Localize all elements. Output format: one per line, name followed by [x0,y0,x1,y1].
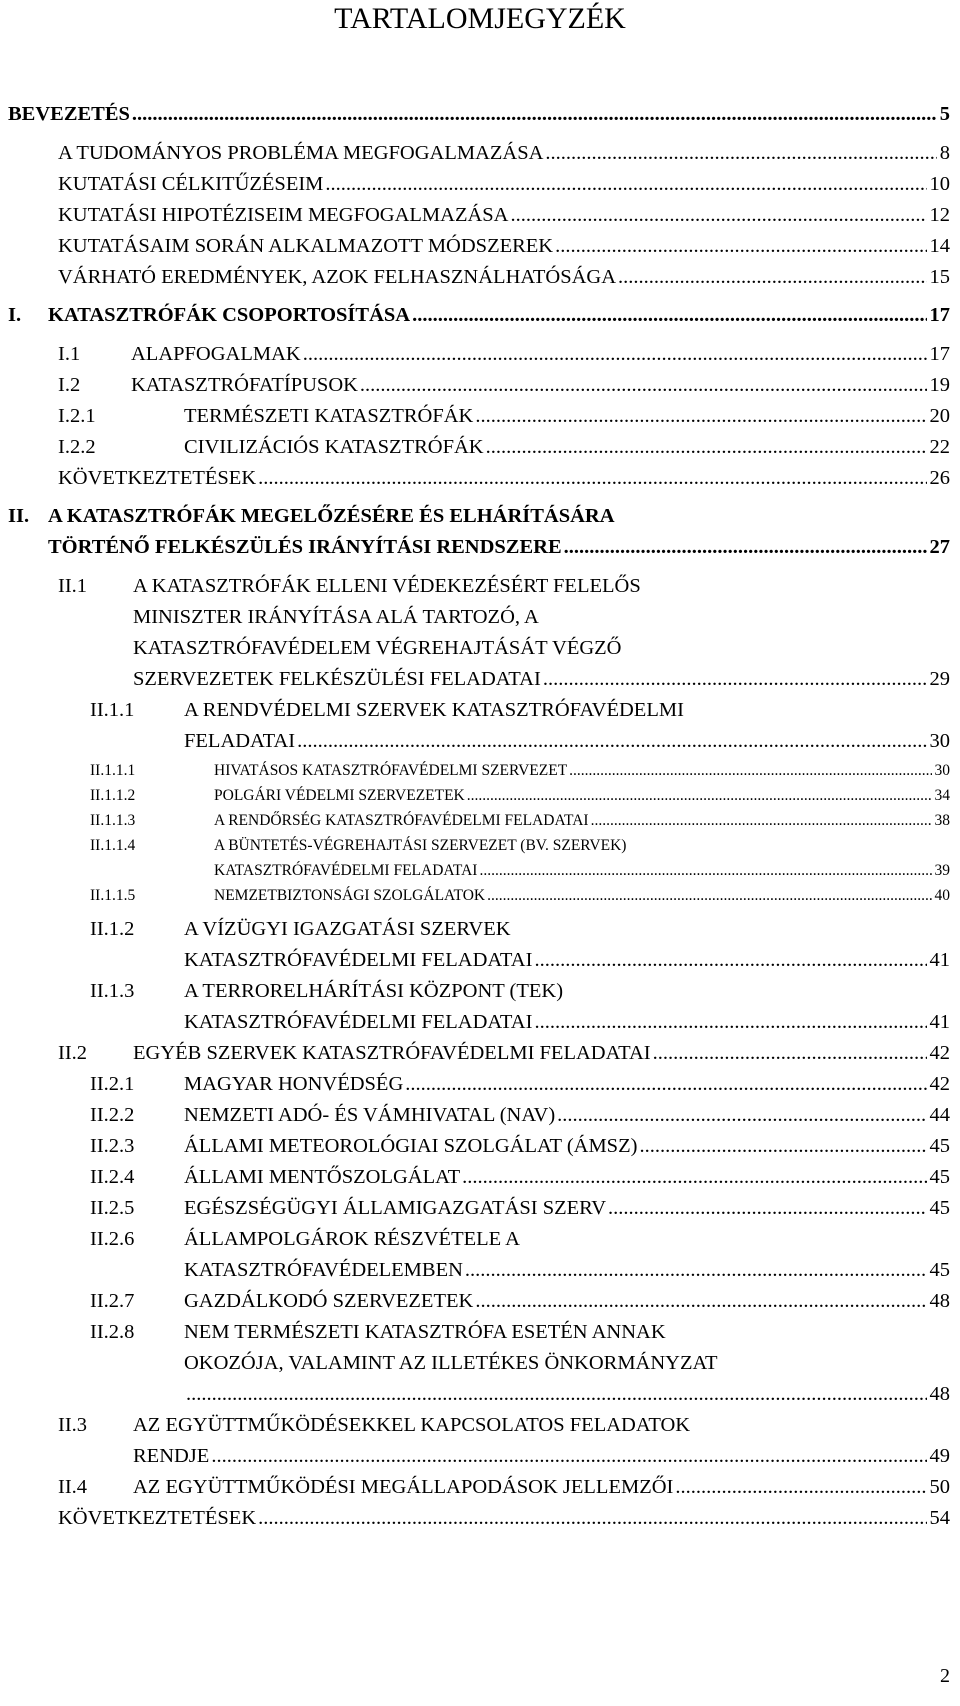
toc-page-number: 27 [929,536,950,558]
toc-page-number: 42 [929,1042,950,1064]
toc-entry-text: KUTATÁSI HIPOTÉZISEIM MEGFOGALMAZÁSA [58,204,509,226]
toc-entry-text: TÖRTÉNŐ FELKÉSZÜLÉS IRÁNYÍTÁSI RENDSZERE [48,536,562,558]
toc-entry-text: MINISZTER IRÁNYÍTÁSA ALÁ TARTOZÓ, A [133,606,539,628]
toc-entry-text: EGÉSZSÉGÜGYI ÁLLAMIGAZGATÁSI SZERV [184,1197,607,1219]
dot-leader [569,762,931,780]
toc-entry-number: II.2.5 [90,1197,135,1219]
dot-leader [412,304,926,327]
toc-page-number: 17 [929,343,950,365]
dot-leader [465,1259,927,1282]
toc-entry-text: KATASZTRÓFAVÉDELEM VÉGREHAJTÁSÁT VÉGZŐ [133,637,622,659]
dot-leader [360,374,927,397]
toc-title: TARTALOMJEGYZÉK [334,2,626,35]
dot-leader [325,173,926,196]
toc-entry-text: KUTATÁSAIM SORÁN ALKALMAZOTT MÓDSZEREK [58,235,554,257]
toc-entry-text: KATASZTRÓFATÍPUSOK [131,374,358,396]
toc-entry-text: ÁLLAMI MENTŐSZOLGÁLAT [184,1166,461,1188]
dot-leader [258,467,926,490]
toc-page-number: 10 [929,173,950,195]
toc-page-number: 22 [929,436,950,458]
toc-page-number: 45 [929,1166,950,1188]
toc-entry-number: II.1.1 [90,699,135,721]
toc-page-number: 45 [929,1197,950,1219]
toc-page-number: 38 [934,812,950,829]
toc-entry-text: POLGÁRI VÉDELMI SZERVEZETEK [214,787,465,804]
dot-leader [591,812,932,830]
dot-leader [303,343,927,366]
toc-page-number: 30 [929,730,950,752]
toc-entry-text: BEVEZETÉS [8,103,130,125]
toc-entry-text: KATASZTRÓFAVÉDELMI FELADATAI [184,949,533,971]
toc-entry-number: II.2.7 [90,1290,135,1312]
toc-entry-number: I.1 [58,343,81,365]
toc-entry-number: II.1.2 [90,918,135,940]
toc-entry-text: KÖVETKEZTETÉSEK [58,467,257,489]
toc-entry-number: II.2 [58,1042,88,1064]
toc-entry-text: KÖVETKEZTETÉSEK [58,1507,257,1529]
toc-page-number: 41 [929,1011,950,1033]
toc-entry-text: A TERRORELHÁRÍTÁSI KÖZPONT (TEK) [184,980,564,1002]
dot-leader [479,862,931,880]
dot-leader [467,787,932,805]
toc-page-number: 12 [929,204,950,226]
toc-entry-number: II.1.1.4 [90,837,136,854]
toc-page-number: 14 [929,235,950,257]
toc-entry-number: II.2.8 [90,1321,135,1343]
toc-entry-text: OKOZÓJA, VALAMINT AZ ILLETÉKES ÖNKORMÁNYZAT [184,1352,718,1374]
dot-leader [211,1445,926,1468]
toc-page-number: 48 [929,1290,950,1312]
dot-leader [608,1197,926,1220]
toc-page-number: 15 [929,266,950,288]
toc-page-number: 30 [934,762,950,779]
toc-page-number: 34 [934,787,950,804]
toc-entry-text: NEMZETI ADÓ- ÉS VÁMHIVATAL (NAV) [184,1104,556,1126]
toc-entry-number: II.1 [58,575,88,597]
toc-entry-number: II.1.3 [90,980,135,1002]
dot-leader [545,142,936,165]
toc-page-number: 17 [929,304,950,326]
toc-entry-text: TERMÉSZETI KATASZTRÓFÁK [184,405,474,427]
toc-page-number: 39 [934,862,950,879]
page-number: 2 [940,1665,950,1687]
toc-entry-text: A KATASZTRÓFÁK MEGELŐZÉSÉRE ÉS ELHÁRÍTÁSÁRA [48,505,615,527]
toc-entry-number: I.2.1 [58,405,96,427]
dot-leader [486,436,927,459]
toc-page-number: 49 [929,1445,950,1467]
toc-entry-text: KATASZTRÓFÁK CSOPORTOSÍTÁSA [48,304,411,326]
toc-entry-text: A KATASZTRÓFÁK ELLENI VÉDEKEZÉSÉRT FELELŐS [133,575,641,597]
dot-leader [534,949,926,972]
toc-entry-number: II.2.6 [90,1228,135,1250]
toc-entry-text: KATASZTRÓFAVÉDELEMBEN [184,1259,463,1281]
toc-page-number: 19 [929,374,950,396]
dot-leader [543,668,927,691]
toc-entry-text: ÁLLAMI METEOROLÓGIAI SZOLGÁLAT (ÁMSZ) [184,1135,638,1157]
toc-entry-number: II.2.2 [90,1104,135,1126]
toc-entry-text: NEMZETBIZTONSÁGI SZOLGÁLATOK [214,887,486,904]
toc-entry-text: GAZDÁLKODÓ SZERVEZETEK [184,1290,474,1312]
dot-leader [534,1011,926,1034]
toc-entry-text: RENDJE [133,1445,210,1467]
dot-leader [618,266,926,289]
dot-leader [675,1476,926,1499]
dot-leader [653,1042,927,1065]
toc-page-number: 8 [939,142,950,164]
toc-entry-text: AZ EGYÜTTMŰKÖDÉSI MEGÁLLAPODÁSOK JELLEMZŐI [133,1476,674,1498]
toc-page-number: 29 [929,668,950,690]
dot-leader [511,204,927,227]
dot-leader [557,1104,926,1127]
dot-leader [555,235,926,258]
toc-page-number: 42 [929,1073,950,1095]
dot-leader [564,536,927,559]
toc-entry-text: HIVATÁSOS KATASZTRÓFAVÉDELMI SZERVEZET [214,762,568,779]
toc-entry-text: KUTATÁSI CÉLKITŰZÉSEIM [58,173,324,195]
toc-entry-number: II.1.1.3 [90,812,136,829]
toc-entry-text: A RENDVÉDELMI SZERVEK KATASZTRÓFAVÉDELMI [184,699,684,721]
toc-page-number: 44 [929,1104,950,1126]
toc-entry-text: A BÜNTETÉS-VÉGREHAJTÁSI SZERVEZET (BV. SZERVEK) [214,837,627,854]
toc-entry-text: ALAPFOGALMAK [131,343,301,365]
toc-entry-text: MAGYAR HONVÉDSÉG [184,1073,404,1095]
toc-entry-text: FELADATAI [184,730,296,752]
toc-entry-number: I. [8,304,22,326]
dot-leader [297,730,926,753]
toc-entry-text: SZERVEZETEK FELKÉSZÜLÉSI FELADATAI [133,668,541,690]
toc-entry-number: II.4 [58,1476,88,1498]
toc-entry-text: KATASZTRÓFAVÉDELMI FELADATAI [214,862,478,879]
toc-entry-text: VÁRHATÓ EREDMÉNYEK, AZOK FELHASZNÁLHATÓSÁGA [58,266,617,288]
toc-page-number: 45 [929,1135,950,1157]
toc-entry-text: KATASZTRÓFAVÉDELMI FELADATAI [184,1011,533,1033]
toc-page-number: 54 [929,1507,950,1529]
toc-entry-text: EGYÉB SZERVEK KATASZTRÓFAVÉDELMI FELADATAI [133,1042,651,1064]
toc-page-number: 48 [929,1383,950,1405]
toc-entry-number: II. [8,505,30,527]
toc-entry-number: II.2.3 [90,1135,135,1157]
toc-page-number: 40 [934,887,950,904]
toc-page-number: 20 [929,405,950,427]
toc-entry-number: II.3 [58,1414,88,1436]
dot-leader [462,1166,926,1189]
toc-entry-number: II.2.4 [90,1166,135,1188]
toc-page-number: 41 [929,949,950,971]
dot-leader [639,1135,926,1158]
toc-entry-text: A VÍZÜGYI IGAZGATÁSI SZERVEK [184,918,511,940]
dot-leader [405,1073,926,1096]
toc-page-number: 5 [939,103,950,125]
toc-entry-text: AZ EGYÜTTMŰKÖDÉSEKKEL KAPCSOLATOS FELADATOK [133,1414,691,1436]
dot-leader [186,1383,927,1406]
toc-entry-text: A TUDOMÁNYOS PROBLÉMA MEGFOGALMAZÁSA [58,142,544,164]
toc-page-number: 26 [929,467,950,489]
dot-leader [132,103,937,126]
toc-page-number: 45 [929,1259,950,1281]
dot-leader [258,1507,926,1530]
dot-leader [487,887,931,905]
dot-leader [475,1290,926,1313]
toc-entry-number: II.1.1.5 [90,887,136,904]
toc-entry-text: NEM TERMÉSZETI KATASZTRÓFA ESETÉN ANNAK [184,1321,666,1343]
toc-entry-number: I.2 [58,374,81,396]
toc-entry-number: II.1.1.1 [90,762,136,779]
dot-leader [475,405,926,428]
toc-page-number: 50 [929,1476,950,1498]
toc-entry-number: II.2.1 [90,1073,135,1095]
toc-entry-number: II.1.1.2 [90,787,136,804]
toc-entry-number: I.2.2 [58,436,96,458]
toc-entry-text: ÁLLAMPOLGÁROK RÉSZVÉTELE A [184,1228,520,1250]
toc-entry-text: CIVILIZÁCIÓS KATASZTRÓFÁK [184,436,484,458]
toc-entry-text: A RENDŐRSÉG KATASZTRÓFAVÉDELMI FELADATAI [214,812,589,829]
